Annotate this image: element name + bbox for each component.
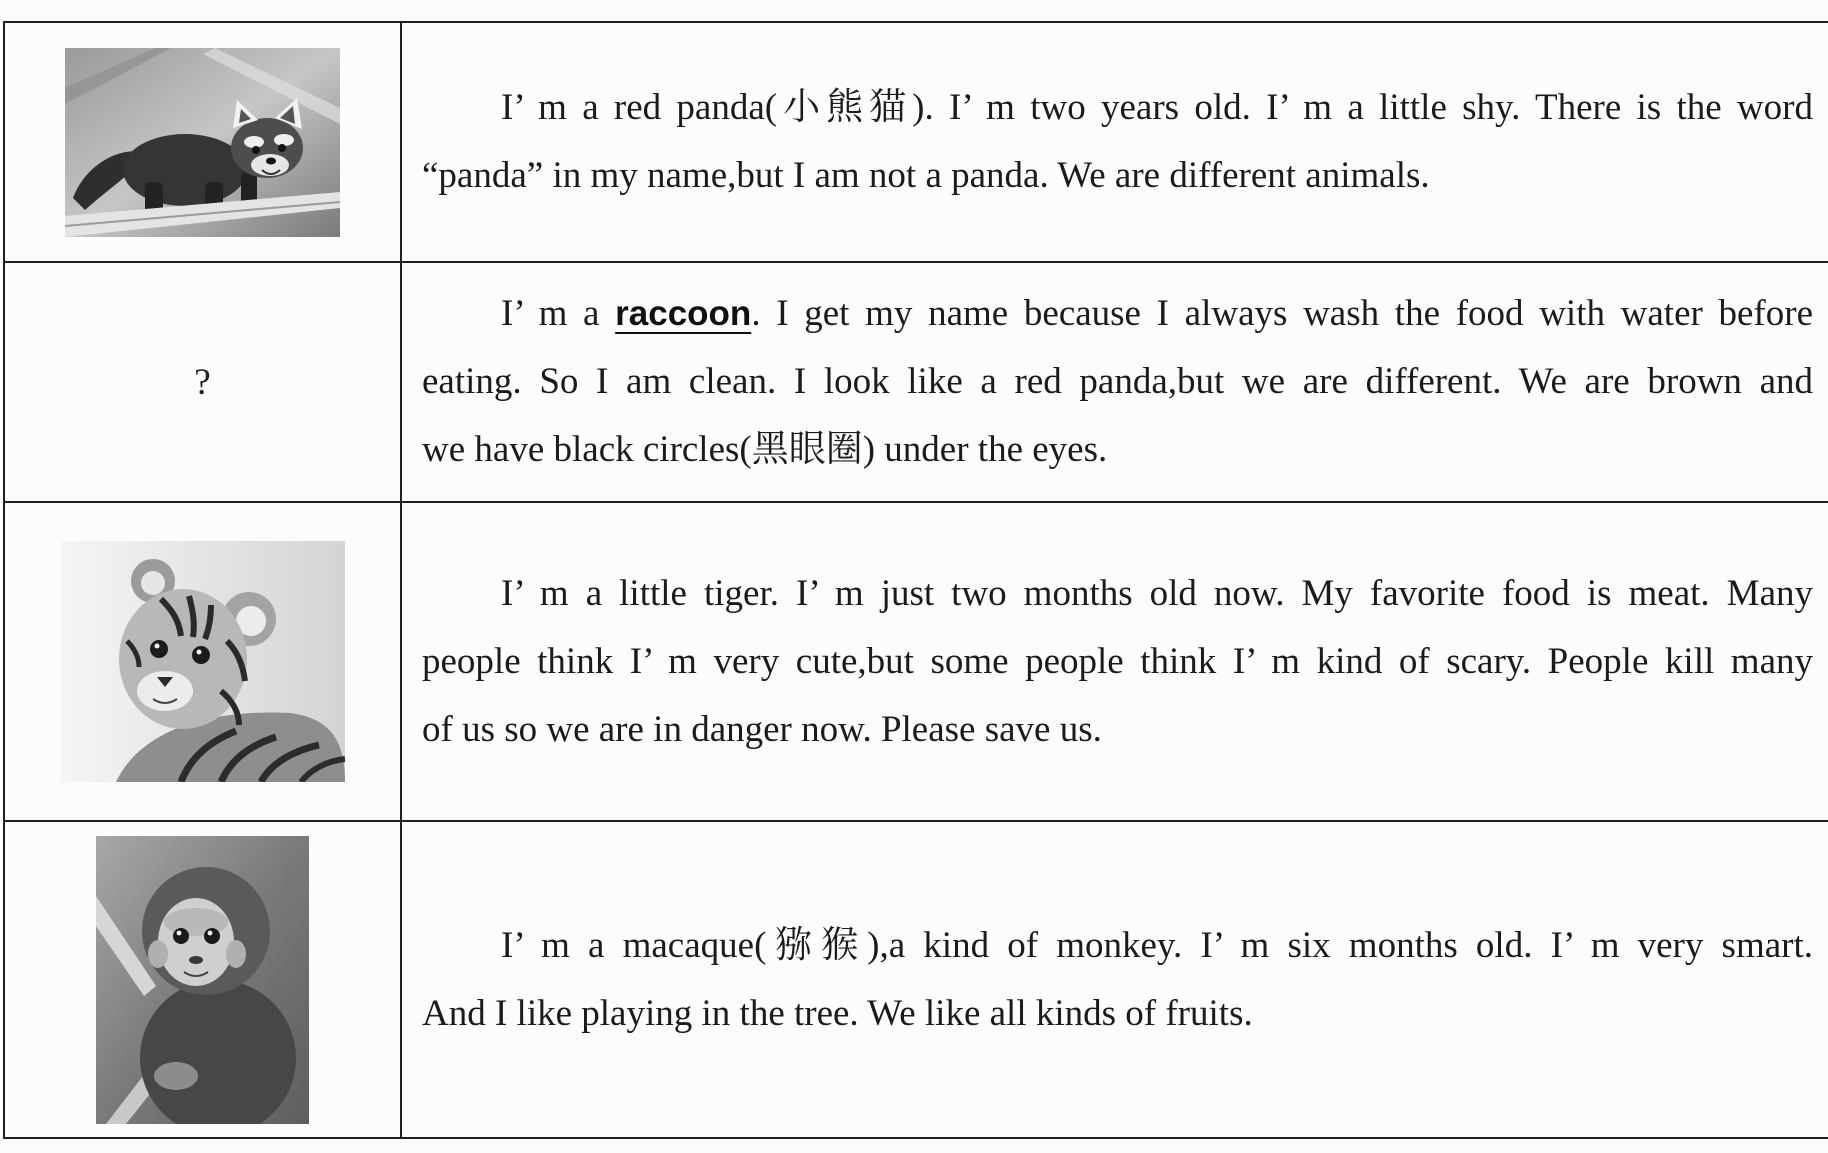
worksheet-table [3, 21, 1828, 1139]
image-cell [5, 23, 402, 261]
paragraph-line: And I like playing in the tree. We like all kinds of fruits. [422, 992, 1253, 1034]
paragraph-line: people think I’ m very cute,but some people think I’ m kind of scary. People kill many [422, 640, 1813, 682]
text-cell [402, 503, 1828, 820]
paragraph-line: I’ m a macaque(猕猴),a kind of monkey. I’ m six months old. I’ m very smart. [501, 924, 1813, 966]
text-cell [402, 822, 1828, 1137]
paragraph-line: of us so we are in danger now. Please save us. [422, 708, 1102, 750]
paragraph-tiger [422, 560, 1813, 764]
text-cell [402, 263, 1828, 501]
paragraph-macaque [422, 912, 1813, 1048]
paragraph-line: I’ m a red panda(小熊猫). I’ m two years old. I’ m a little shy. There is the word [501, 87, 1813, 128]
question-mark: ? [194, 361, 211, 403]
line-end: . I get my name because I always wash the food with water before [751, 293, 1813, 334]
paragraph-raccoon [422, 280, 1813, 484]
table-row [5, 822, 1828, 1139]
paragraph-line: we have black circles(黑眼圈) under the eyes. [422, 429, 1108, 470]
table-row [5, 503, 1828, 822]
image-cell [5, 822, 402, 1137]
table-row [5, 263, 1828, 503]
paragraph-line: eating. So I am clean. I look like a red panda,but we are different. We are brown and [422, 361, 1813, 402]
tiger-cub-photo [61, 541, 345, 782]
paragraph-line [422, 280, 1813, 348]
question-cell [5, 263, 402, 501]
paragraph-line: “panda” in my name,but I am not a panda. We are different animals. [422, 155, 1430, 196]
paragraph-red-panda [422, 74, 1813, 210]
line-start: I’ m a [501, 293, 600, 334]
paragraph-line: I’ m a little tiger. I’ m just two months old now. My favorite food is meat. Many [501, 572, 1813, 614]
red-panda-photo [65, 48, 340, 237]
table-row [5, 23, 1828, 263]
text-cell [402, 23, 1828, 261]
answer-word: raccoon [615, 294, 752, 333]
image-cell [5, 503, 402, 820]
macaque-photo [96, 836, 309, 1124]
